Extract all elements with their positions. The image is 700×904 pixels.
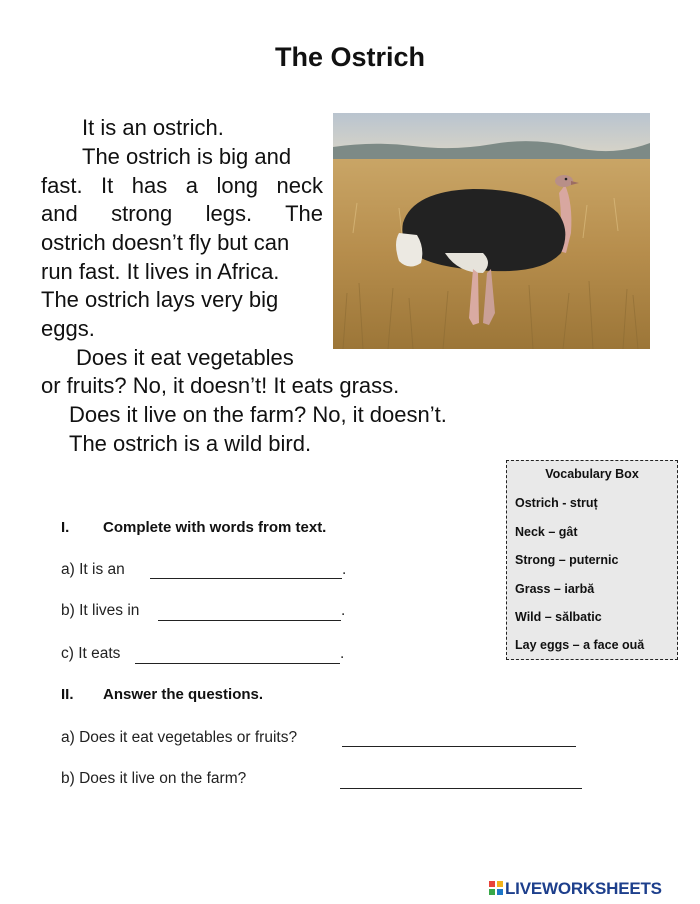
story-line: The ostrich is a wild bird. bbox=[69, 431, 312, 456]
vocabulary-box-title: Vocabulary Box bbox=[545, 467, 639, 481]
fill-item-suffix: . bbox=[342, 561, 347, 578]
vocab-item: Lay eggs – a face ouă bbox=[515, 638, 645, 652]
story-line: Does it live on the farm? No, it doesn’t. bbox=[69, 402, 447, 427]
story-line: It is an ostrich. bbox=[82, 115, 224, 140]
story-line: or fruits? No, it doesn’t! It eats grass. bbox=[41, 373, 400, 398]
section-2-number: II. bbox=[61, 686, 74, 703]
vocab-item: Ostrich - struț bbox=[515, 496, 598, 510]
answer-blank-c[interactable] bbox=[135, 649, 340, 664]
fill-item-prompt: b) It lives in bbox=[61, 602, 140, 619]
fill-item-b bbox=[61, 602, 139, 620]
fill-item-prompt: a) It is an bbox=[61, 561, 125, 578]
ostrich-photo-illustration bbox=[333, 113, 650, 349]
story-line: run fast. It lives in Africa. bbox=[41, 259, 280, 284]
vocab-item: Grass – iarbă bbox=[515, 582, 595, 596]
story-line: ostrich doesn’t fly but can bbox=[41, 230, 290, 255]
story-line: and strong legs. The bbox=[41, 201, 323, 226]
answer-blank-question-a[interactable] bbox=[342, 732, 576, 747]
story-line: eggs. bbox=[41, 316, 95, 341]
section-1-number: I. bbox=[61, 519, 70, 536]
ostrich-photo bbox=[333, 113, 650, 349]
story-line: Does it eat vegetables bbox=[76, 345, 294, 370]
section-1-title: Complete with words from text. bbox=[103, 519, 327, 536]
answer-blank-b[interactable] bbox=[158, 606, 341, 621]
fill-item-c bbox=[61, 645, 120, 663]
answer-blank-question-b[interactable] bbox=[340, 774, 582, 789]
vocabulary-box bbox=[506, 460, 678, 660]
vocab-item: Strong – puternic bbox=[515, 553, 619, 567]
fill-item-a bbox=[61, 561, 125, 579]
watermark-text: LIVEWORKSHEETS bbox=[505, 879, 662, 898]
vocab-item: Wild – sălbatic bbox=[515, 610, 602, 624]
page-title: The Ostrich bbox=[274, 42, 426, 72]
liveworksheets-logo-icon bbox=[489, 881, 503, 895]
section-1-heading bbox=[61, 519, 326, 536]
vocab-item: Neck – gât bbox=[515, 525, 578, 539]
story-line: The ostrich lays very big bbox=[41, 287, 279, 312]
question-a: a) Does it eat vegetables or fruits? bbox=[61, 729, 298, 746]
section-2-heading bbox=[61, 686, 263, 703]
liveworksheets-watermark bbox=[489, 879, 662, 899]
fill-item-prompt: c) It eats bbox=[61, 645, 121, 662]
story-line: fast. It has a long neck bbox=[41, 173, 323, 198]
fill-item-suffix: . bbox=[341, 602, 346, 619]
section-2-title: Answer the questions. bbox=[103, 686, 264, 703]
answer-blank-a[interactable] bbox=[150, 564, 342, 579]
fill-item-suffix: . bbox=[340, 645, 345, 662]
story-line: The ostrich is big and bbox=[82, 144, 292, 169]
question-b: b) Does it live on the farm? bbox=[61, 770, 247, 787]
